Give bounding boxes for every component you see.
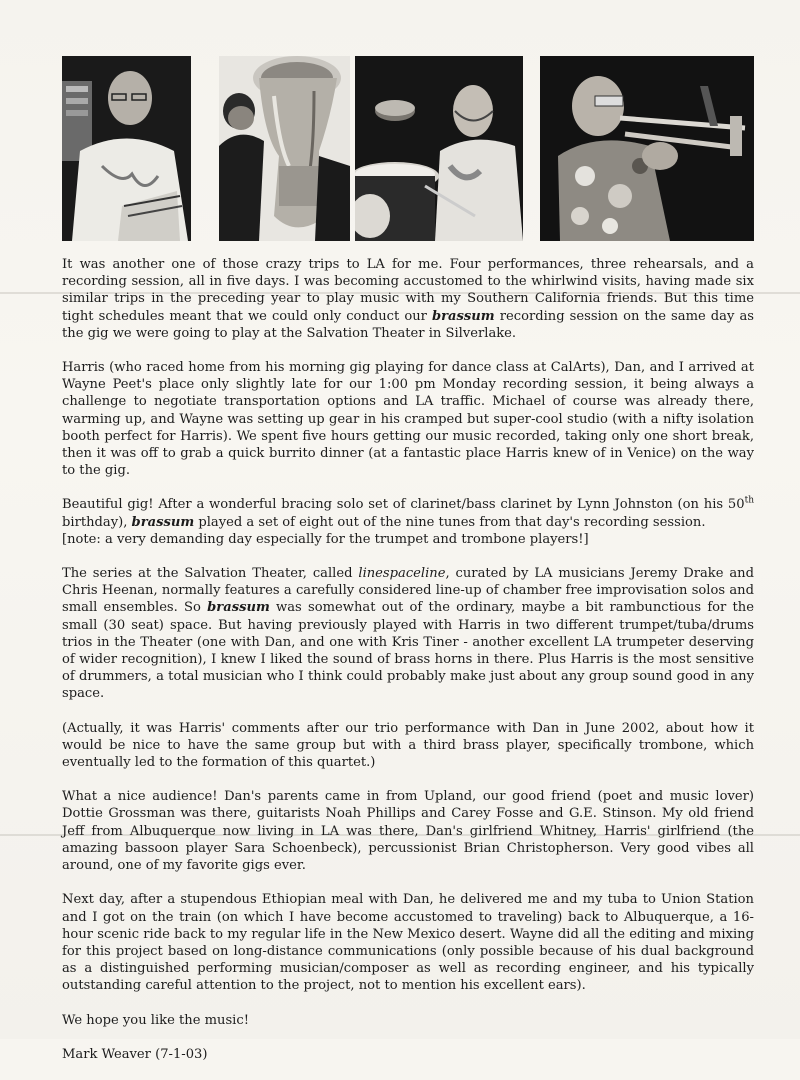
p1-text-end: recording session on the same day as the gig we were going to play at the Salvation Theater in Silverlake.	[62, 308, 754, 341]
superscript-th: th	[744, 496, 754, 507]
p4-text-c: was somewhat out of the ordinary, maybe a bit rambunctious for the small (30 seat) space. But having previously played with Harris in two different trumpet/tuba/drums trios in the Theater (one with Dan, and one with Kris Tiner - another excellent LA trumpeter deserving of wider recognition), I knew I liked the sound of brass horns in there. Plus Harris is the most sensitive of drummers, a total musician who I think could probably make just about any group sound good in any space.	[62, 600, 754, 702]
paragraph-closing	[62, 1012, 754, 1029]
p7-text: Next day, after a stupendous Ethiopian meal with Dan, he delivered me and my tuba to Union Station and I got on the train (on which I have become accustomed to traveling) back to Albuquerque, a 16-hour scenic ride back to my regular life in the New Mexico desert. Wayne did all the editing and mixing for this project based on long-distance communications (only possible because of his dual background as a distinguished performing musician/composer as well as recording engineer, and his typically outstanding careful attention to the project, not to mention his excellent ears).	[62, 892, 754, 994]
p6-text: What a nice audience! Dan's parents came in from Upland, our good friend (poet and music lover) Dottie Grossman was there, guitarists Noah Phillips and Carey Fosse and G.E. Stinson. My old friend Jeff from Albuquerque now living in LA was there, Dan's girlfriend Whitney, Harris' girlfriend (the amazing bassoon player Sara Schoenbeck), percussionist Brian Christopherson. Very good vibes all around, one of my favorite gigs ever.	[62, 789, 754, 874]
p3-text-a: Beautiful gig! After a wonderful bracing solo set of clarinet/bass clarinet by Lynn Johnston (on his 50	[62, 497, 745, 513]
signature: Mark Weaver (7-1-03)	[62, 1046, 208, 1062]
brand-name: brassum	[207, 600, 270, 616]
p2-text: Harris (who raced home from his morning gig playing for dance class at CalArts), Dan, and I arrived at Wayne Peet's place only slightly late for our 1:00 pm Monday recording session, it being always a challenge to negotiate transportation options and LA traffic. Michael of course was already there, warming up, and Wayne was setting up gear in his cramped but super-cool studio (with a nifty isolation booth perfect for Harris). We spent five hours getting our music recorded, taking only one short break, then it was off to grab a quick burrito dinner (at a fantastic place Harris knew of in Venice) on the way to the gig.	[62, 360, 754, 479]
paragraph-series	[62, 565, 754, 703]
photo-trombonist	[540, 56, 754, 241]
p8-text: We hope you like the music!	[62, 1012, 249, 1028]
p4-text-b: , curated by LA musicians Jeremy Drake and Chris Heenan, normally features a carefully considered line-up of chamber free improvisation solos and small ensembles. So	[62, 566, 754, 616]
p4-text-a: The series at the Salvation Theater, called	[62, 566, 359, 582]
photo-drummer	[355, 56, 523, 241]
p1-text: It was another one of those crazy trips to LA for me. Four performances, three rehearsals, and a recording session, all in five days. I was becoming accustomed to the whirlwind visits, having made six similar trips in the preceding year to play music with my Southern California friends. But this time tight schedules meant that we could only conduct our	[62, 257, 754, 324]
paragraph-audience	[62, 788, 754, 874]
paragraph-next-day	[62, 891, 754, 994]
p3-text-c: played a set of eight out of the nine tunes from that day's recording session.	[194, 514, 706, 530]
photo-tuba-player	[219, 56, 350, 241]
photo-man-with-papers	[62, 56, 191, 241]
brand-name: brassum	[432, 308, 495, 324]
photo-strip	[62, 56, 754, 241]
liner-notes-text	[62, 256, 754, 1080]
p5-text: (Actually, it was Harris' comments after our trio performance with Dan in June 2002, about how it would be nice to have the same group but with a third brass player, specifically trombone, which eventually led to the formation of this quartet.)	[62, 720, 754, 771]
series-name: linespaceline	[358, 566, 446, 582]
paragraph-trip	[62, 256, 754, 342]
p3-text-b: birthday),	[62, 514, 132, 530]
paragraph-gig	[62, 496, 754, 548]
paragraph-actually	[62, 720, 754, 772]
brand-name: brassum	[131, 514, 195, 530]
paragraph-recording	[62, 359, 754, 479]
p3-note: [note: a very demanding day especially for the trumpet and trombone players!]	[62, 531, 589, 547]
